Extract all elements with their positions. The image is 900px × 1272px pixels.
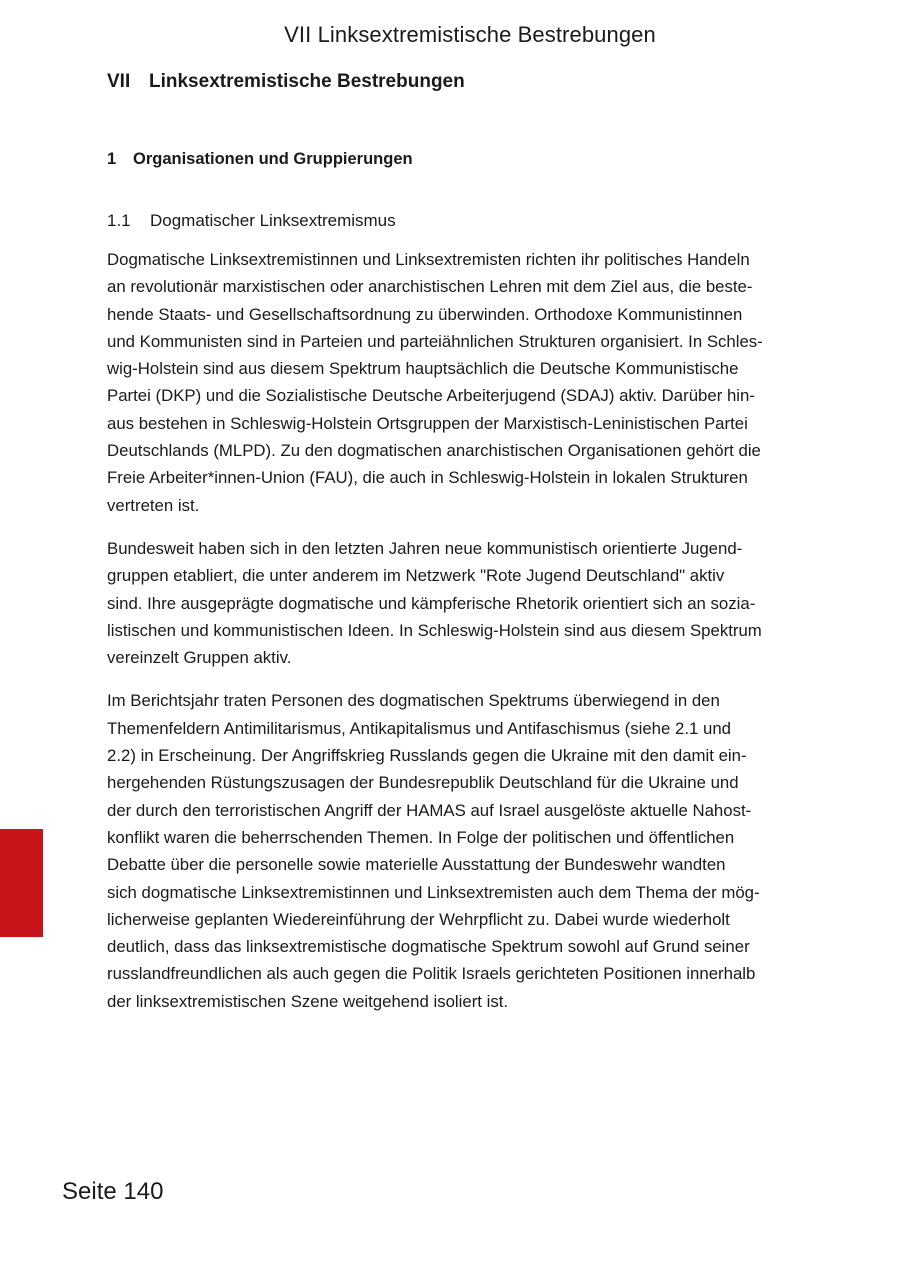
paragraph-line: Themenfeldern Antimilitarismus, Antikapitalismus und Antifaschismus (siehe 2.1 und	[107, 718, 732, 738]
chapter-title: Linksextremistische Bestrebungen	[149, 71, 465, 92]
paragraph-line: sich dogmatische Linksextremistinnen und Linksextremisten auch dem Thema der mög-	[107, 882, 760, 902]
running-header: VII Linksextremistische Bestrebungen	[284, 22, 656, 47]
paragraph-line: sind. Ihre ausgeprägte dogmatische und kämpferische Rhetorik orientiert sich an sozia-	[107, 593, 756, 613]
paragraph-line: wig-Holstein sind aus diesem Spektrum hauptsächlich die Deutsche Kommunistische	[107, 359, 739, 379]
page-number: Seite 140	[62, 1178, 164, 1205]
section-heading	[107, 148, 832, 170]
paragraph-line: Bundesweit haben sich in den letzten Jahren neue kommunistisch orientierte Jugend-	[107, 538, 743, 558]
paragraph-line: hergehenden Rüstungszusagen der Bundesrepublik Deutschland für die Ukraine und	[107, 773, 739, 793]
paragraph-line: 2.2) in Erscheinung. Der Angriffskrieg Russlands gegen die Ukraine mit den damit ein-	[107, 746, 747, 766]
section-number: 1	[107, 150, 117, 168]
paragraph-line: licherweise geplanten Wiedereinführung der Wehrpflicht zu. Dabei wurde wiederholt	[107, 909, 730, 929]
chapter-heading	[107, 66, 832, 98]
body-paragraph	[107, 687, 832, 1015]
paragraph-line: vertreten ist.	[107, 495, 200, 515]
paragraph-line: Freie Arbeiter*innen-Union (FAU), die auch in Schleswig-Holstein in lokalen Strukturen	[107, 468, 748, 488]
body-paragraph	[107, 246, 832, 519]
body-text	[107, 246, 832, 1015]
paragraph-line: der linksextremistischen Szene weitgehend isoliert ist.	[107, 991, 509, 1011]
paragraph-line: Dogmatische Linksextremistinnen und Linksextremisten richten ihr politisches Handeln	[107, 250, 750, 269]
chapter-side-tab	[0, 829, 43, 937]
paragraph-line: Im Berichtsjahr traten Personen des dogmatischen Spektrums überwiegend in den	[107, 691, 720, 711]
chapter-number: VII	[107, 71, 131, 92]
paragraph-line: Partei (DKP) und die Sozialistische Deutsche Arbeiterjugend (SDAJ) aktiv. Darüber hin-	[107, 386, 755, 406]
paragraph-line: gruppen etabliert, die unter anderem im Netzwerk "Rote Jugend Deutschland" aktiv	[107, 566, 725, 586]
paragraph-line: Debatte über die personelle sowie materielle Ausstattung der Bundeswehr wandten	[107, 855, 726, 875]
paragraph-line: hende Staats- und Gesellschaftsordnung zu überwinden. Orthodoxe Kommunistinnen	[107, 304, 743, 324]
paragraph-line: vereinzelt Gruppen aktiv.	[107, 648, 292, 668]
body-paragraph	[107, 535, 832, 671]
paragraph-line: aus bestehen in Schleswig-Holstein Ortsgruppen der Marxistisch-Leninistischen Partei	[107, 413, 748, 433]
subsection-heading	[107, 210, 832, 232]
paragraph-line: listischen und kommunistischen Ideen. In Schleswig-Holstein sind aus diesem Spektrum	[107, 620, 762, 640]
paragraph-line: russlandfreundlichen als auch gegen die Politik Israels gerichteten Positionen innerhalb	[107, 964, 756, 984]
paragraph-line: Deutschlands (MLPD). Zu den dogmatischen anarchistischen Organisationen gehört die	[107, 441, 761, 461]
paragraph-line: deutlich, dass das linksextremistische dogmatische Spektrum sowohl auf Grund seiner	[107, 937, 750, 957]
paragraph-line: und Kommunisten sind in Parteien und parteiähnlichen Strukturen organisiert. In Schles-	[107, 331, 763, 351]
page-content	[107, 66, 832, 1031]
paragraph-line: konflikt waren die beherrschenden Themen. In Folge der politischen und öffentlichen	[107, 827, 735, 847]
paragraph-line: an revolutionär marxistischen oder anarchistischen Lehren mit dem Ziel aus, die beste-	[107, 277, 753, 297]
subsection-title: Dogmatischer Linksextremismus	[150, 211, 396, 230]
section-title: Organisationen und Gruppierungen	[133, 150, 413, 168]
subsection-number: 1.1	[107, 211, 131, 230]
paragraph-line: der durch den terroristischen Angriff der HAMAS auf Israel ausgelöste aktuelle Nahost-	[107, 800, 752, 820]
